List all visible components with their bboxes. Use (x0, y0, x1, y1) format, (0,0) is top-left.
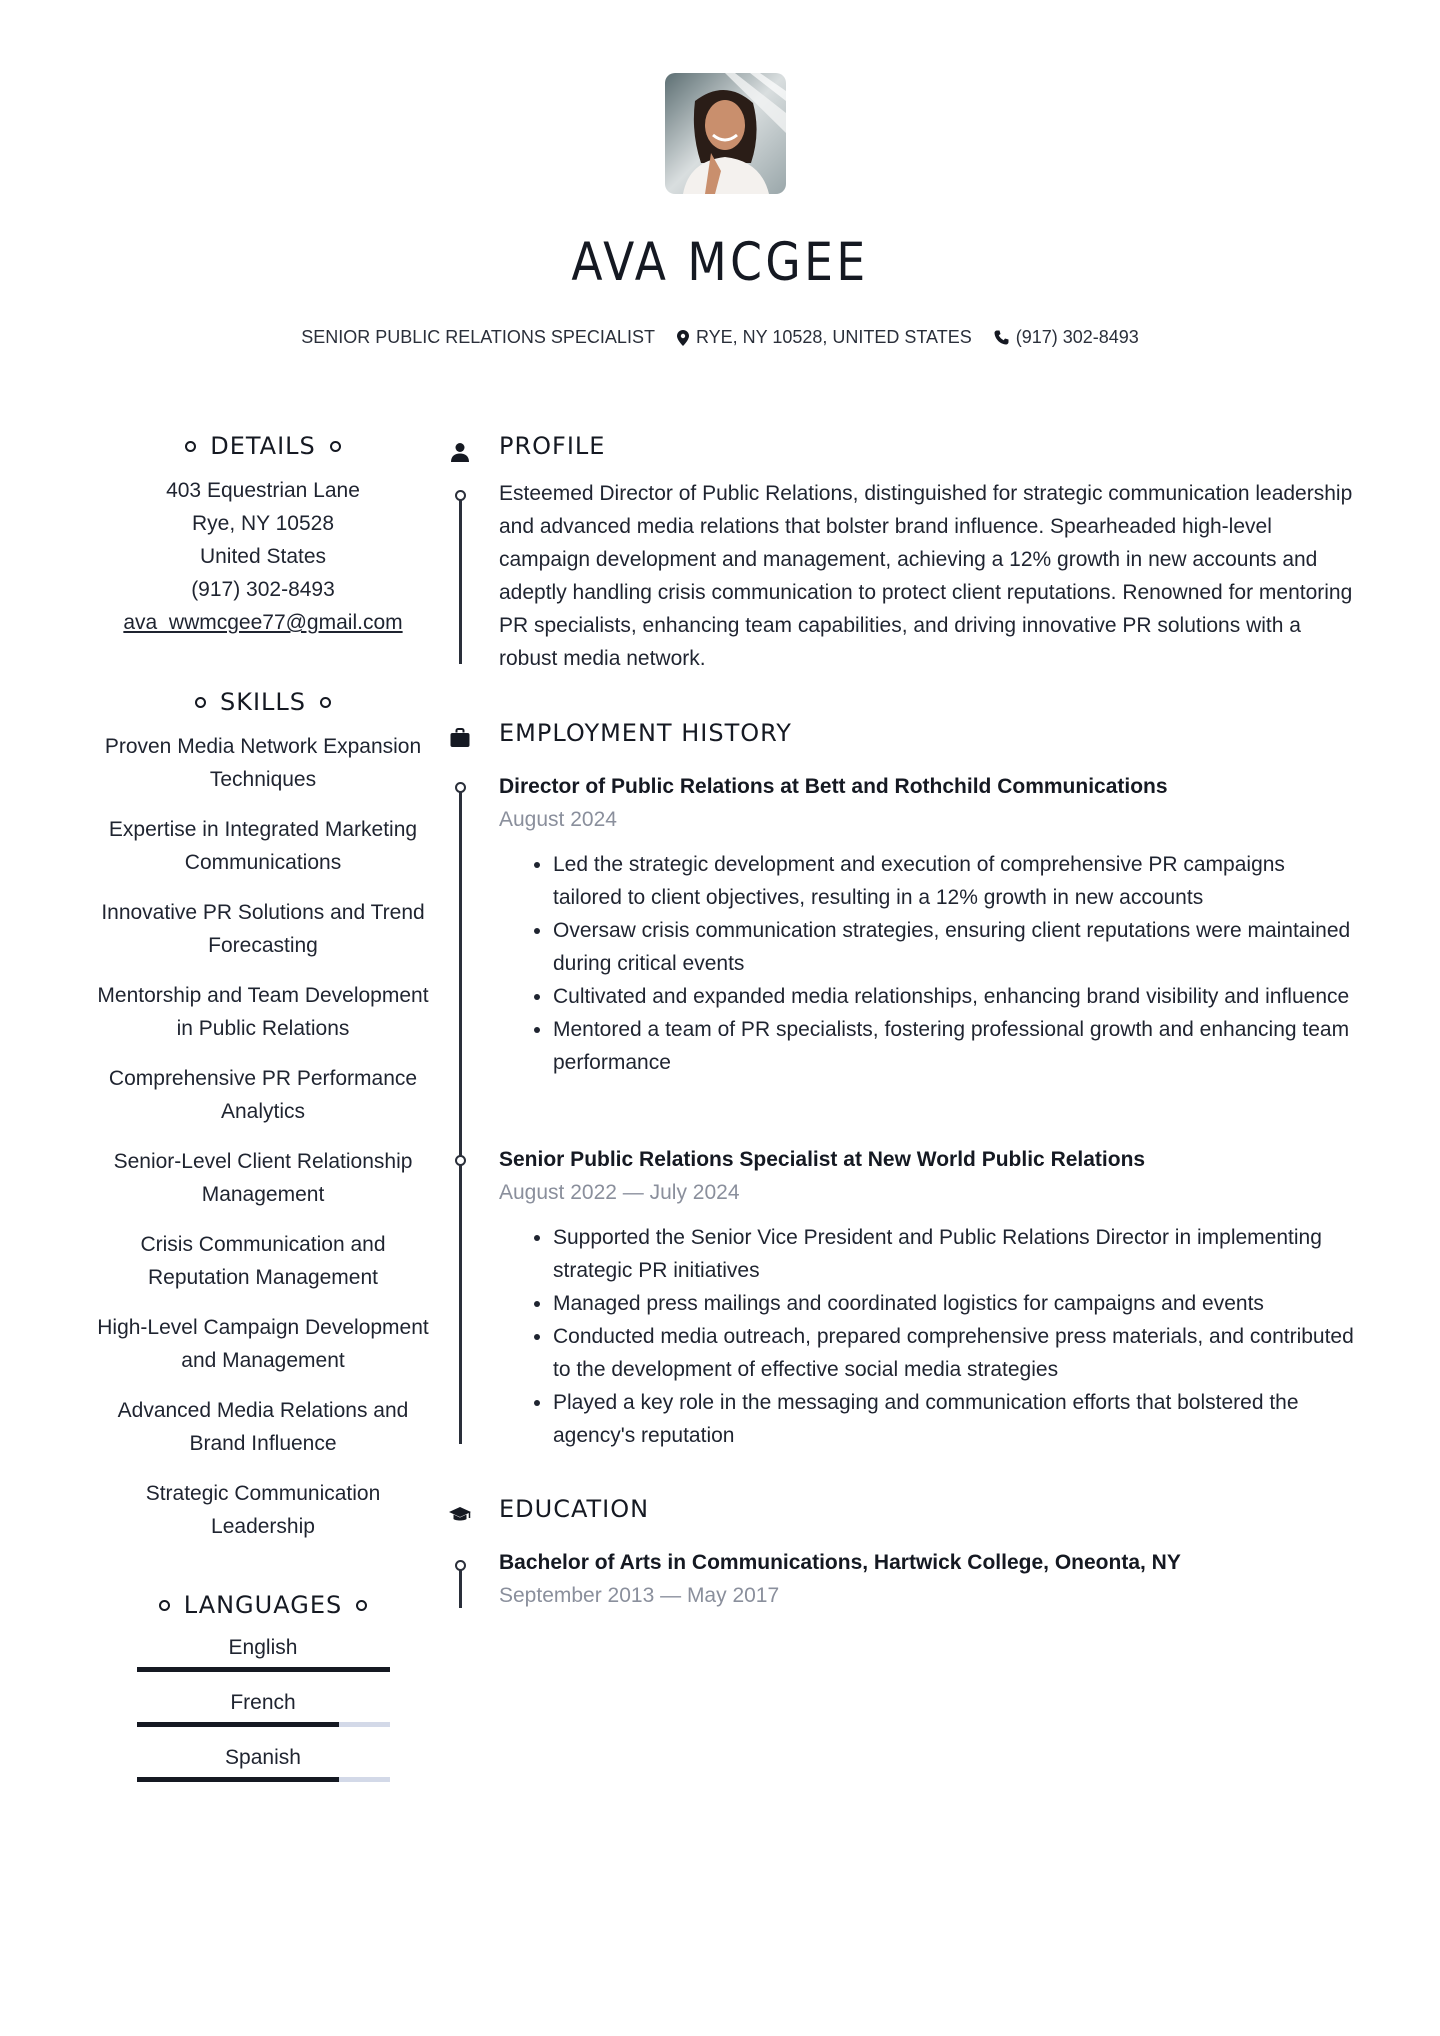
timeline-dot (455, 782, 466, 793)
languages-title: LANGUAGES (183, 1591, 343, 1619)
language-item (90, 1633, 436, 1672)
profile-heading: PROFILE (499, 432, 606, 460)
skill-item: Strategic Communication Leadership (145, 1482, 381, 1538)
phone-text: (917) 302-8493 (1015, 327, 1139, 347)
location-pin-icon (677, 330, 689, 346)
language-name: Spanish (225, 1746, 301, 1769)
skill-item: Proven Media Network Expansion Techniques (104, 735, 422, 791)
details-country: United States (199, 545, 327, 568)
language-level-bar (137, 1777, 390, 1782)
skill-item: Crisis Communication and Reputation Management (140, 1233, 386, 1289)
skill-item: Comprehensive PR Performance Analytics (108, 1067, 418, 1123)
ring-icon (185, 441, 196, 452)
details-email-link[interactable]: ava_wwmcgee77@gmail.com (123, 611, 403, 634)
timeline-line (459, 790, 462, 1444)
skills-title: SKILLS (219, 688, 307, 716)
ring-icon (330, 441, 341, 452)
skill-item: Mentorship and Team Development in Public Relations (97, 984, 429, 1040)
language-name: French (230, 1691, 296, 1714)
language-item (90, 1688, 436, 1727)
details-phone: (917) 302-8493 (191, 578, 335, 601)
job-title: Director of Public Relations at Bett and Rothchild Communications (499, 775, 1168, 798)
skills-list (90, 730, 436, 1543)
job-title: SENIOR PUBLIC RELATIONS SPECIALIST (301, 327, 655, 347)
language-level-fill (137, 1667, 390, 1672)
language-name: English (228, 1636, 298, 1659)
timeline-line (459, 498, 462, 664)
education-heading: EDUCATION (499, 1495, 650, 1523)
timeline-line (459, 1568, 462, 1608)
job-entry (499, 770, 1359, 1079)
language-level-bar (137, 1667, 390, 1672)
languages-section (90, 1591, 436, 1798)
ring-icon (159, 1600, 170, 1611)
header-phone (994, 327, 1139, 348)
skill-item: Advanced Media Relations and Brand Influence (117, 1399, 409, 1455)
details-address: 403 Equestrian Lane (166, 479, 360, 502)
details-section (90, 432, 436, 639)
briefcase-icon (448, 727, 472, 751)
education-date: September 2013 — May 2017 (499, 1584, 780, 1607)
details-title: DETAILS (210, 432, 316, 460)
degree-title: Bachelor of Arts in Communications, Hartwick College, Oneonta, NY (499, 1551, 1181, 1574)
language-level-fill (137, 1777, 339, 1782)
language-level-bar (137, 1722, 390, 1727)
language-item (90, 1743, 436, 1782)
job-bullet: • Managed press mailings and coordinated logistics for campaigns and events (553, 1287, 1359, 1320)
timeline-dot (455, 490, 466, 501)
ring-icon (320, 697, 331, 708)
timeline-dot (455, 1560, 466, 1571)
timeline-dot (455, 1155, 466, 1166)
profile-text: Esteemed Director of Public Relations, distinguished for strategic communication leadership and advanced media relations that bolster brand influence. Spearheaded high-level campaign development and management, achieving a 12% growth in new accounts and adeptly handling crisis communication to protect client reputations. Renowned for mentoring PR specialists, enhancing team capabilities, and driving innovative PR solutions with a robust media network. (499, 482, 1353, 670)
job-bullet: • Mentored a team of PR specialists, fostering professional growth and enhancing team performance (553, 1013, 1359, 1079)
education-entry (499, 1546, 1359, 1612)
skill-item: Senior-Level Client Relationship Management (113, 1150, 413, 1206)
ring-icon (195, 697, 206, 708)
job-bullet: • Played a key role in the messaging and communication efforts that bolstered the agency's reputation (553, 1386, 1359, 1452)
job-bullet: • Oversaw crisis communication strategies, ensuring client reputations were maintained during critical events (553, 914, 1359, 980)
profile-photo (665, 73, 786, 194)
skill-item: Expertise in Integrated Marketing Communications (108, 818, 418, 874)
user-icon (448, 440, 472, 464)
graduation-cap-icon (448, 1503, 472, 1527)
language-level-fill (137, 1722, 339, 1727)
skill-item: Innovative PR Solutions and Trend Forecasting (101, 901, 425, 957)
languages-heading (90, 1591, 436, 1619)
header-subline (0, 327, 1440, 348)
job-bullet: • Conducted media outreach, prepared comprehensive press materials, and contributed to the development of effective social media strategies (553, 1320, 1359, 1386)
job-bullets (499, 1221, 1359, 1452)
skills-section (90, 688, 436, 1560)
details-heading (90, 432, 436, 460)
languages-list (90, 1633, 436, 1782)
candidate-name: AVA MCGEE (571, 232, 869, 293)
job-bullet: • Supported the Senior Vice President and Public Relations Director in implementing strategic PR initiatives (553, 1221, 1359, 1287)
header-location (677, 327, 972, 348)
job-entry (499, 1143, 1359, 1452)
ring-icon (356, 1600, 367, 1611)
job-date: August 2024 (499, 808, 617, 831)
job-bullet: • Led the strategic development and execution of comprehensive PR campaigns tailored to client objectives, resulting in a 12% growth in new accounts (553, 848, 1359, 914)
skill-item: High-Level Campaign Development and Management (97, 1316, 429, 1372)
location-text: RYE, NY 10528, UNITED STATES (695, 327, 972, 347)
job-bullets (499, 848, 1359, 1079)
employment-heading: EMPLOYMENT HISTORY (499, 719, 792, 747)
details-city: Rye, NY 10528 (191, 512, 335, 535)
job-date: August 2022 — July 2024 (499, 1181, 740, 1204)
job-title: Senior Public Relations Specialist at New World Public Relations (499, 1148, 1146, 1171)
job-bullet: • Cultivated and expanded media relationships, enhancing brand visibility and influence (553, 980, 1359, 1013)
skills-heading (90, 688, 436, 716)
phone-icon (994, 330, 1009, 345)
